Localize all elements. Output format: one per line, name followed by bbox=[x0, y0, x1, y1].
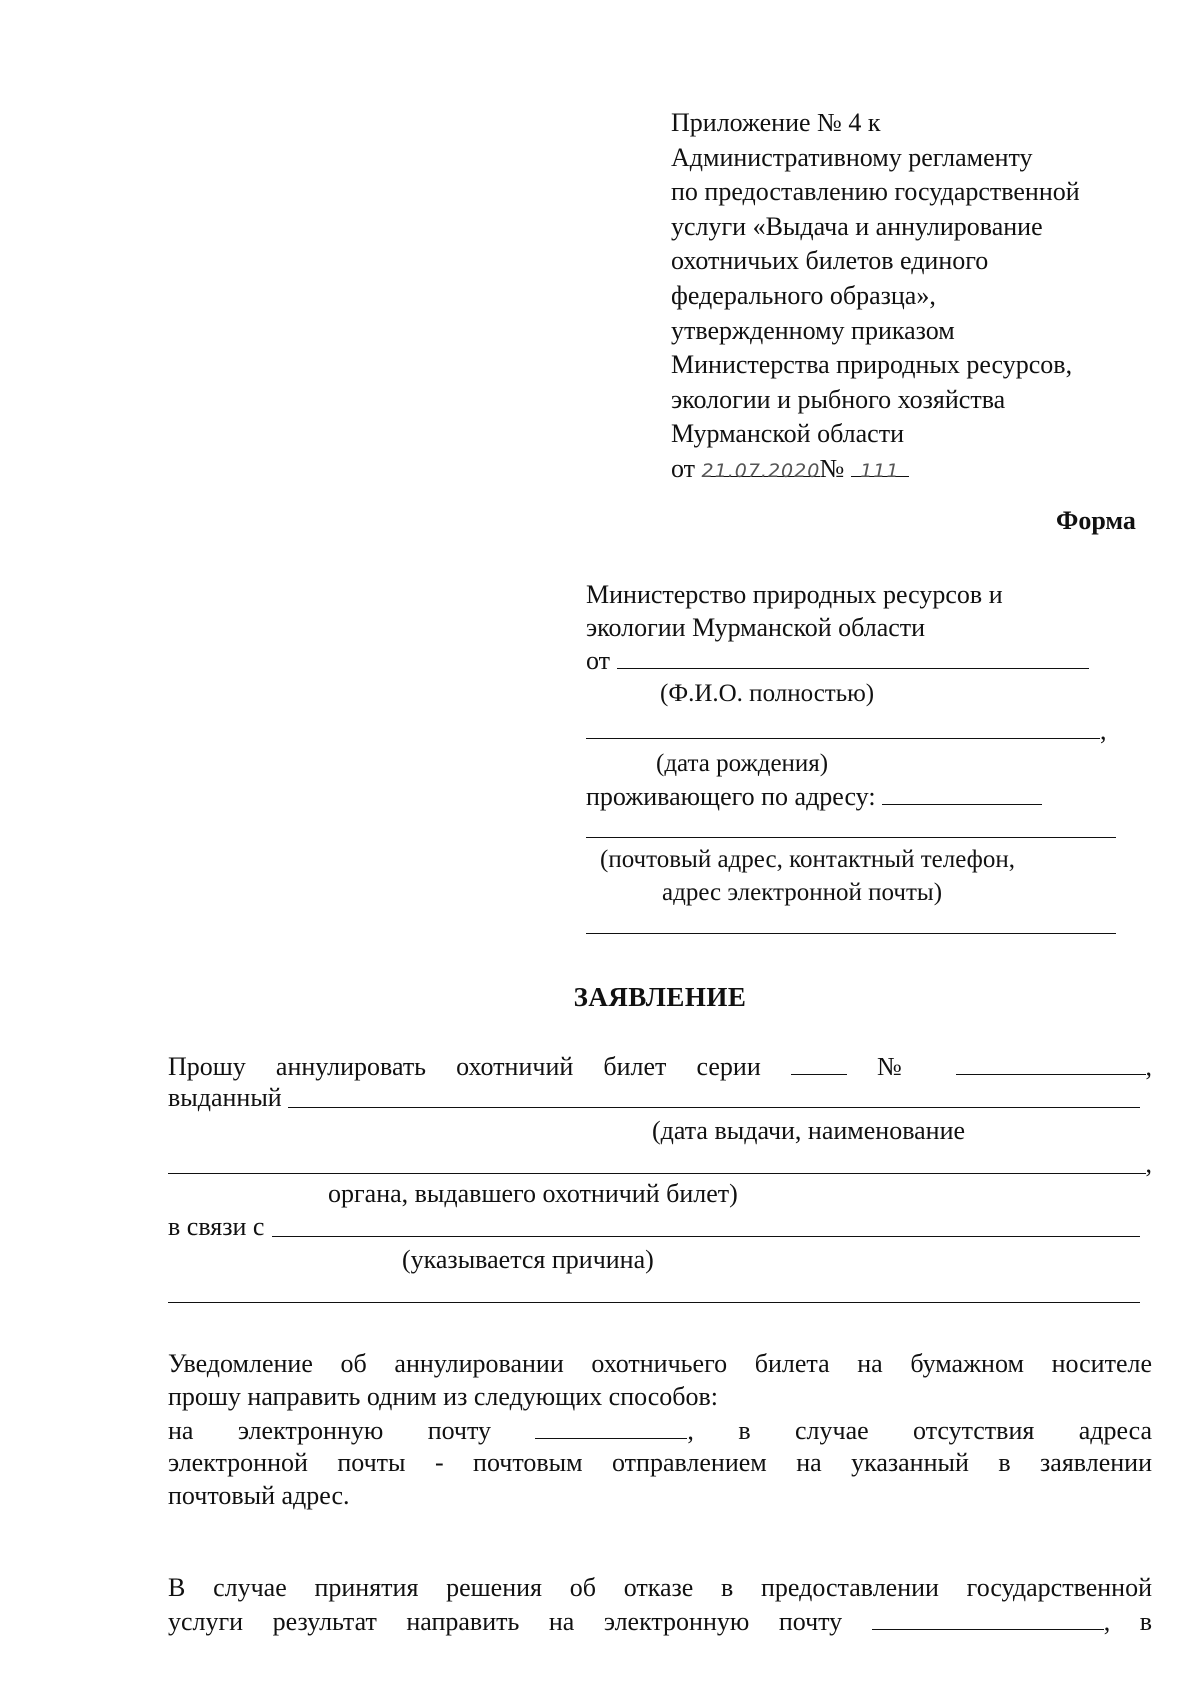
refusal-line: В случае принятия решения об отказе в предоставлении государственной bbox=[168, 1573, 1152, 1602]
word: случае bbox=[794, 1416, 869, 1445]
comma: , bbox=[1100, 716, 1107, 745]
appendix-date-line bbox=[671, 452, 1141, 487]
appendix-line: утвержденному приказом bbox=[671, 315, 955, 345]
appendix-line: федерального образца», bbox=[671, 280, 936, 310]
number-sign: № bbox=[819, 453, 845, 483]
request-line-1 bbox=[168, 1050, 1152, 1083]
appendix-line: экологии и рыбного хозяйства bbox=[671, 384, 1006, 414]
residence-line bbox=[586, 780, 1126, 813]
appendix-line: Приложение № 4 к bbox=[671, 108, 881, 137]
word: электронную bbox=[603, 1607, 750, 1636]
date-prefix: от bbox=[671, 453, 696, 483]
birth-line bbox=[586, 710, 1126, 747]
number-sign: № bbox=[876, 1052, 926, 1081]
notice-line: Уведомление об аннулировании охотничьего билета на бумажном носителе bbox=[168, 1349, 1152, 1378]
reason-field-2[interactable] bbox=[168, 1278, 1140, 1303]
comma: , bbox=[1103, 1607, 1111, 1636]
birth-hint: (дата рождения) bbox=[656, 750, 829, 777]
issue-hint: (дата выдачи, наименование bbox=[652, 1116, 966, 1145]
word: серии bbox=[696, 1052, 761, 1081]
word: охотничий bbox=[456, 1052, 574, 1081]
contacts-field[interactable] bbox=[586, 909, 1116, 934]
fio-field[interactable] bbox=[617, 644, 1089, 669]
comma: , bbox=[687, 1416, 694, 1445]
word: билет bbox=[603, 1052, 667, 1081]
from-line bbox=[586, 644, 1126, 677]
order-number-field bbox=[851, 452, 909, 482]
issuing-body-field[interactable] bbox=[168, 1149, 1146, 1174]
word: почту bbox=[778, 1607, 843, 1636]
refusal-email-line bbox=[168, 1605, 1152, 1638]
word: отсутствия bbox=[913, 1416, 1035, 1445]
word: адреса bbox=[1078, 1416, 1153, 1445]
form-label: Форма bbox=[1056, 506, 1136, 535]
issued-field[interactable] bbox=[288, 1083, 1140, 1108]
issued-line bbox=[168, 1083, 1152, 1116]
address-line-2 bbox=[586, 813, 1126, 843]
reason-line bbox=[168, 1212, 1152, 1245]
birth-date-field[interactable] bbox=[586, 714, 1100, 739]
issuing-body-line bbox=[168, 1149, 1152, 1179]
notice-line: почтовый адрес. bbox=[168, 1481, 350, 1510]
reason-line-2 bbox=[168, 1278, 1152, 1308]
appendix-line: по предоставлению государственной bbox=[671, 177, 1080, 207]
word: в bbox=[738, 1416, 751, 1445]
word: Прошу bbox=[168, 1052, 246, 1081]
reason-hint: (указывается причина) bbox=[402, 1245, 654, 1274]
notice-email-line bbox=[168, 1414, 1152, 1447]
word: результат bbox=[272, 1607, 377, 1636]
word: в bbox=[1139, 1607, 1153, 1636]
order-date-field bbox=[701, 452, 821, 482]
notice-line: прошу направить одним из следующих способов: bbox=[168, 1382, 719, 1411]
ticket-number-field[interactable] bbox=[956, 1050, 1146, 1075]
appendix-line: Административному регламенту bbox=[671, 142, 1033, 172]
contacts-hint: (почтовый адрес, контактный телефон, bbox=[600, 846, 1015, 873]
ticket-series-field[interactable] bbox=[791, 1050, 847, 1075]
word: почту bbox=[427, 1416, 492, 1445]
order-date-handwritten: 21.07.2020 bbox=[701, 459, 821, 482]
order-number-handwritten: 111 bbox=[860, 459, 900, 482]
notice-paragraph bbox=[168, 1348, 1152, 1513]
residence-label: проживающего по адресу: bbox=[586, 782, 876, 811]
fio-hint: (Ф.И.О. полностью) bbox=[660, 680, 875, 707]
ministry-line: экологии Мурманской области bbox=[586, 613, 926, 642]
appendix-line: услуги «Выдача и аннулирование bbox=[671, 211, 1043, 241]
appendix-line: охотничьих билетов единого bbox=[671, 246, 989, 276]
appendix-line: Министерства природных ресурсов, bbox=[671, 350, 1073, 380]
word: на bbox=[168, 1416, 194, 1445]
word: на bbox=[548, 1607, 575, 1636]
appendix-header bbox=[671, 106, 1141, 487]
issue-hint: органа, выдавшего охотничий билет) bbox=[328, 1179, 738, 1208]
document-title: ЗАЯВЛЕНИЕ bbox=[573, 982, 747, 1012]
comma: , bbox=[1145, 1149, 1152, 1178]
issued-label: выданный bbox=[168, 1083, 282, 1112]
word: направить bbox=[406, 1607, 520, 1636]
contacts-hint: адрес электронной почты) bbox=[662, 879, 943, 906]
addressee-block bbox=[586, 578, 1126, 939]
reason-field[interactable] bbox=[272, 1212, 1140, 1237]
contacts-line bbox=[586, 909, 1126, 939]
refusal-email-field[interactable] bbox=[872, 1605, 1104, 1630]
word: услуги bbox=[168, 1607, 244, 1636]
ministry-line: Министерство природных ресурсов и bbox=[586, 580, 1003, 609]
notice-email-field[interactable] bbox=[535, 1414, 687, 1439]
from-prefix: от bbox=[586, 646, 611, 675]
notice-line: электронной почты - почтовым отправлением на указанный в заявлении bbox=[168, 1448, 1152, 1477]
request-paragraph bbox=[168, 1050, 1152, 1308]
address-field-2[interactable] bbox=[586, 813, 1116, 838]
refusal-paragraph bbox=[168, 1572, 1152, 1638]
word: аннулировать bbox=[275, 1052, 427, 1081]
word: электронную bbox=[237, 1416, 384, 1445]
appendix-line: Мурманской области bbox=[671, 419, 904, 449]
reason-label: в связи с bbox=[168, 1212, 265, 1241]
comma: , bbox=[1145, 1052, 1153, 1081]
residence-field[interactable] bbox=[882, 780, 1042, 805]
